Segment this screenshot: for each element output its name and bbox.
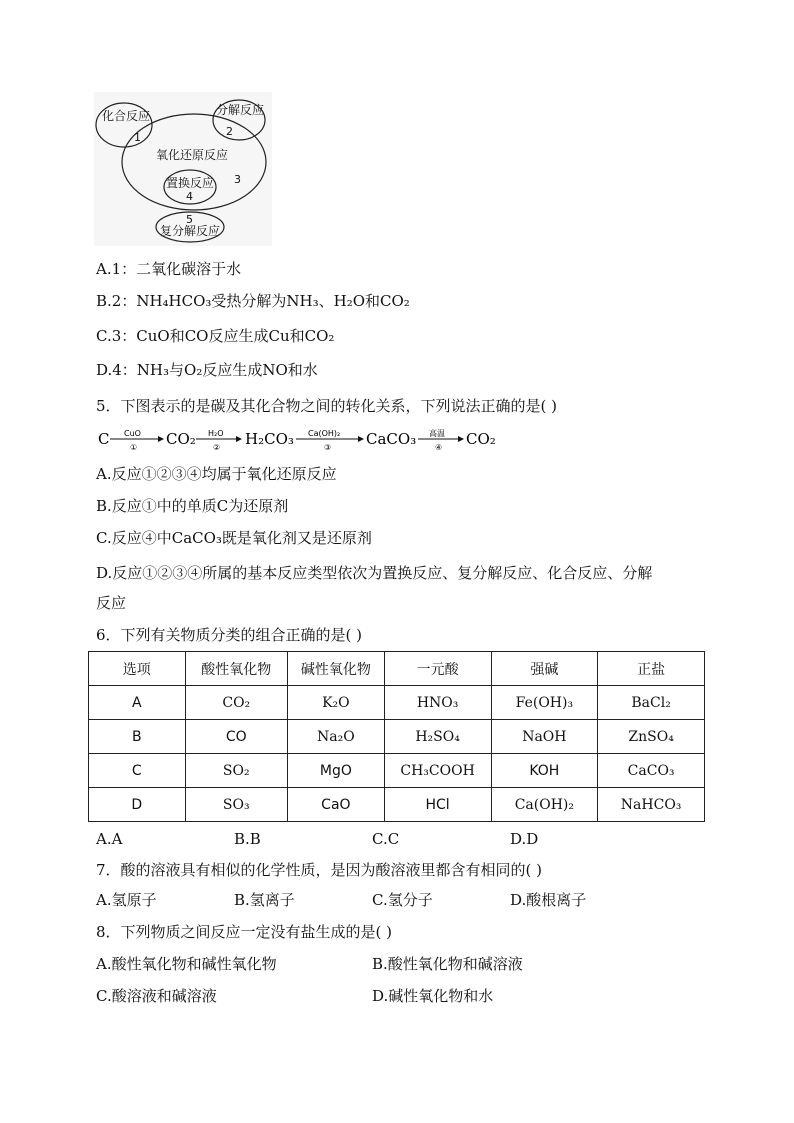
q7-stem: 7．酸的溶液具有相似的化学性质，是因为酸溶液里都含有相同的( )	[96, 861, 543, 879]
label-displacement: 置换反应	[166, 176, 215, 190]
species-co2: CO₂	[166, 430, 196, 448]
cell: K₂O	[288, 686, 385, 720]
q7-option-d: D.酸根离子	[510, 891, 587, 909]
table-row	[89, 788, 705, 822]
arrow-1-head	[158, 436, 164, 442]
q7-option-c: C.氢分子	[372, 891, 433, 909]
species-co2-final: CO₂	[466, 430, 496, 448]
q8-option-a: A.酸性氧化物和碱性氧化物	[96, 955, 277, 973]
q4-option-c: C.3：CuO和CO反应生成Cu和CO₂	[96, 327, 335, 345]
table-row	[89, 754, 705, 788]
arrow-4-head	[458, 436, 464, 442]
header-option: 选项	[89, 652, 186, 686]
cell: H₂SO₄	[384, 720, 491, 754]
label-combination: 化合反应	[102, 109, 151, 123]
q7-option-b: B.氢离子	[234, 891, 295, 909]
q8-option-b: B.酸性氧化物和碱溶液	[372, 955, 523, 973]
arrow-1-below: ①	[130, 443, 138, 452]
cell: A	[89, 686, 186, 720]
cell: KOH	[491, 754, 598, 788]
q6-option-a: A.A	[96, 830, 123, 848]
cell: CaCO₃	[598, 754, 705, 788]
cell: HCl	[384, 788, 491, 822]
arrow-3-above: Ca(OH)₂	[308, 429, 341, 438]
q8-option-d: D.碱性氧化物和水	[372, 987, 494, 1005]
arrow-4-below: ④	[435, 443, 443, 452]
q4-option-b: B.2：NH₄HCO₃受热分解为NH₃、H₂O和CO₂	[96, 292, 410, 310]
cell: BaCl₂	[598, 686, 705, 720]
q5-reaction-chain	[96, 426, 516, 454]
label-redox: 氧化还原反应	[156, 148, 229, 162]
header-normal-salt: 正盐	[598, 652, 705, 686]
species-c: C	[98, 430, 110, 448]
cell: NaHCO₃	[598, 788, 705, 822]
q7-option-a: A.氢原子	[96, 891, 157, 909]
cell: HNO₃	[384, 686, 491, 720]
cell: MgO	[288, 754, 385, 788]
cell: NaOH	[491, 720, 598, 754]
cell: Fe(OH)₃	[491, 686, 598, 720]
table-row	[89, 720, 705, 754]
q6-stem: 6．下列有关物质分类的组合正确的是( )	[96, 626, 363, 644]
q6-option-b: B.B	[234, 830, 261, 848]
q5-option-d-line2: 反应	[96, 594, 127, 612]
header-acidic-oxide: 酸性氧化物	[185, 652, 288, 686]
cell: CaO	[288, 788, 385, 822]
num-2: 2	[226, 125, 233, 138]
species-h2co3: H₂CO₃	[245, 430, 294, 448]
table-header-row	[89, 652, 705, 686]
species-caco3: CaCO₃	[366, 430, 417, 448]
header-monoprotic-acid: 一元酸	[384, 652, 491, 686]
arrow-4-above: 高温	[429, 429, 445, 438]
header-strong-base: 强碱	[491, 652, 598, 686]
cell: CO	[185, 720, 288, 754]
header-basic-oxide: 碱性氧化物	[288, 652, 385, 686]
label-double-decomposition: 复分解反应	[160, 224, 221, 238]
cell: ZnSO₄	[598, 720, 705, 754]
table-row	[89, 686, 705, 720]
q6-option-c: C.C	[372, 830, 400, 848]
arrow-2-head	[236, 436, 242, 442]
cell: SO₃	[185, 788, 288, 822]
q8-option-c: C.酸溶液和碱溶液	[96, 987, 217, 1005]
q5-stem: 5．下图表示的是碳及其化合物之间的转化关系，下列说法正确的是( )	[96, 397, 558, 415]
num-1: 1	[134, 131, 141, 144]
cell: C	[89, 754, 186, 788]
cell: SO₂	[185, 754, 288, 788]
num-3: 3	[234, 173, 241, 186]
q5-option-a: A.反应①②③④均属于氧化还原反应	[96, 465, 337, 483]
redox-ellipse	[122, 114, 266, 210]
label-decomposition: 分解反应	[216, 103, 265, 117]
reaction-venn-svg	[94, 92, 272, 246]
arrow-1-above: CuO	[124, 429, 141, 438]
cell: CO₂	[185, 686, 288, 720]
cell: Ca(OH)₂	[491, 788, 598, 822]
arrow-2-above: H₂O	[208, 429, 224, 438]
q6-option-d: D.D	[510, 830, 539, 848]
q5-option-d-line1: D.反应①②③④所属的基本反应类型依次为置换反应、复分解反应、化合反应、分解	[96, 564, 653, 582]
cell: Na₂O	[288, 720, 385, 754]
cell: CH₃COOH	[384, 754, 491, 788]
arrow-3-below: ③	[324, 443, 332, 452]
num-5: 5	[186, 213, 193, 226]
cell: D	[89, 788, 186, 822]
q8-stem: 8．下列物质之间反应一定没有盐生成的是( )	[96, 923, 393, 941]
q5-option-b: B.反应①中的单质C为还原剂	[96, 497, 289, 515]
reaction-chain-svg	[96, 426, 516, 454]
arrow-3-head	[358, 436, 364, 442]
q4-option-d: D.4：NH₃与O₂反应生成NO和水	[96, 361, 318, 379]
q4-option-a: A.1：二氧化碳溶于水	[96, 260, 242, 278]
arrow-2-below: ②	[213, 443, 221, 452]
classification-table	[88, 651, 705, 822]
cell: B	[89, 720, 186, 754]
reaction-type-diagram	[94, 92, 272, 246]
num-4: 4	[186, 190, 193, 203]
q5-option-c: C.反应④中CaCO₃既是氧化剂又是还原剂	[96, 529, 372, 547]
